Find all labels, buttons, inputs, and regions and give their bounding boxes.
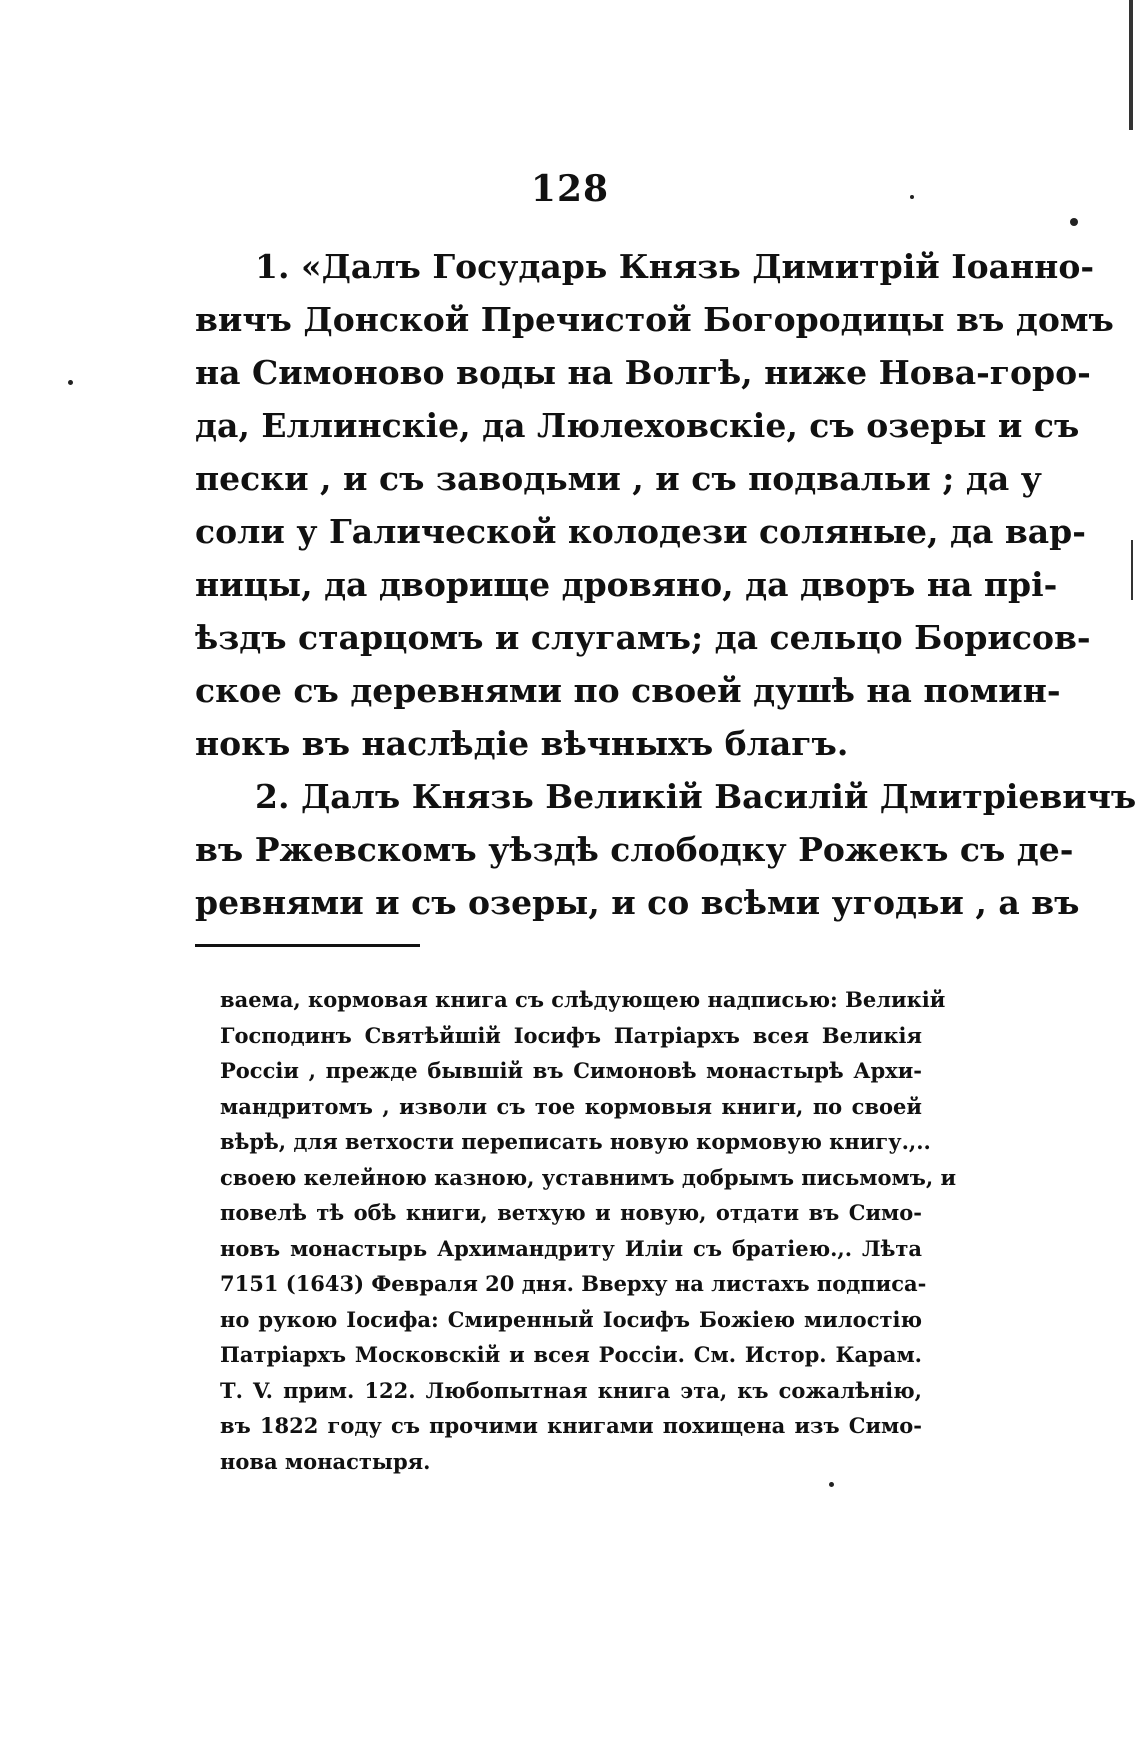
main-text-line: соли у Галической колодези соляные, да вар- bbox=[195, 512, 1086, 551]
footnote-line: своею келейною казною, уставнимъ добрымъ письмомъ, и bbox=[220, 1164, 957, 1190]
page-number: 128 bbox=[530, 168, 610, 210]
main-text-line: ское съ деревнями по своей душѣ на помин- bbox=[195, 671, 1061, 710]
main-text-line: вичъ Донской Пречистой Богородицы въ домъ bbox=[195, 300, 1114, 339]
scan-speck bbox=[829, 1482, 834, 1487]
footnote-line: мандритомъ , изволи съ тое кормовыя книги, по своей bbox=[220, 1093, 922, 1119]
footnote-line: Т. V. прим. 122. Любопытная книга эта, къ сожалѣнію, bbox=[220, 1377, 922, 1403]
footnote-line: новъ монастырь Архимандриту Иліи съ братіею.,. Лѣта bbox=[220, 1235, 922, 1261]
scan-edge-mark bbox=[1129, 0, 1133, 130]
main-text-line: пески , и съ заводьми , и съ подвальи ; да у bbox=[195, 459, 1042, 498]
footnote-line: Господинъ Святѣйшій Іосифъ Патріархъ всея Великія bbox=[220, 1022, 922, 1048]
main-text-line: 2. Далъ Князь Великій Василій Дмитріевичъ bbox=[255, 777, 1137, 816]
main-text bbox=[195, 240, 1137, 929]
footnote-line: въ 1822 году съ прочими книгами похищена изъ Симо- bbox=[220, 1413, 922, 1438]
scan-speck bbox=[68, 380, 73, 385]
footnote bbox=[220, 982, 957, 1479]
main-text-line: ницы, да дворище дровяно, да дворъ на прі- bbox=[195, 565, 1058, 604]
footnote-line: Патріархъ Московскій и всея Россіи. См. Истор. Карам. bbox=[220, 1342, 922, 1367]
footnote-line: Россіи , прежде бывшій въ Симоновѣ монастырѣ Архи- bbox=[220, 1058, 922, 1083]
main-text-line: 1. «Далъ Государь Князь Димитрій Іоанно- bbox=[255, 247, 1095, 286]
main-text-line: ѣздъ старцомъ и слугамъ; да сельцо Борисов- bbox=[195, 618, 1091, 657]
footnote-line: но рукою Іосифа: Смиренный Іосифъ Божіею милостію bbox=[220, 1306, 922, 1332]
main-text-line: въ Ржевскомъ уѣздѣ слободку Рожекъ съ де- bbox=[195, 830, 1074, 869]
scan-edge-mark bbox=[1131, 540, 1133, 600]
main-text-line: да, Еллинскіе, да Люлеховскіе, съ озеры и съ bbox=[195, 406, 1080, 445]
footnote-separator bbox=[195, 944, 420, 947]
main-text-line: на Симоново воды на Волгѣ, ниже Нова-горо- bbox=[195, 353, 1091, 392]
footnote-line: нова монастыря. bbox=[220, 1448, 431, 1474]
main-text-line: нокъ въ наслѣдіе вѣчныхъ благъ. bbox=[195, 724, 849, 763]
scan-speck bbox=[1070, 218, 1078, 226]
footnote-line: ваема, кормовая книга съ слѣдующею надписью: Великій bbox=[220, 987, 946, 1012]
main-text-line: ревнями и съ озеры, и со всѣми угодьи , а въ bbox=[195, 883, 1080, 922]
footnote-line: 7151 (1643) Февраля 20 дня. Вверху на листахъ подписа- bbox=[220, 1271, 927, 1296]
footnote-line: повелѣ тѣ обѣ книги, ветхую и новую, отдати въ Симо- bbox=[220, 1200, 922, 1225]
footnote-line: вѣрѣ, для ветхости переписать новую кормовую книгу.,.. bbox=[220, 1129, 931, 1154]
